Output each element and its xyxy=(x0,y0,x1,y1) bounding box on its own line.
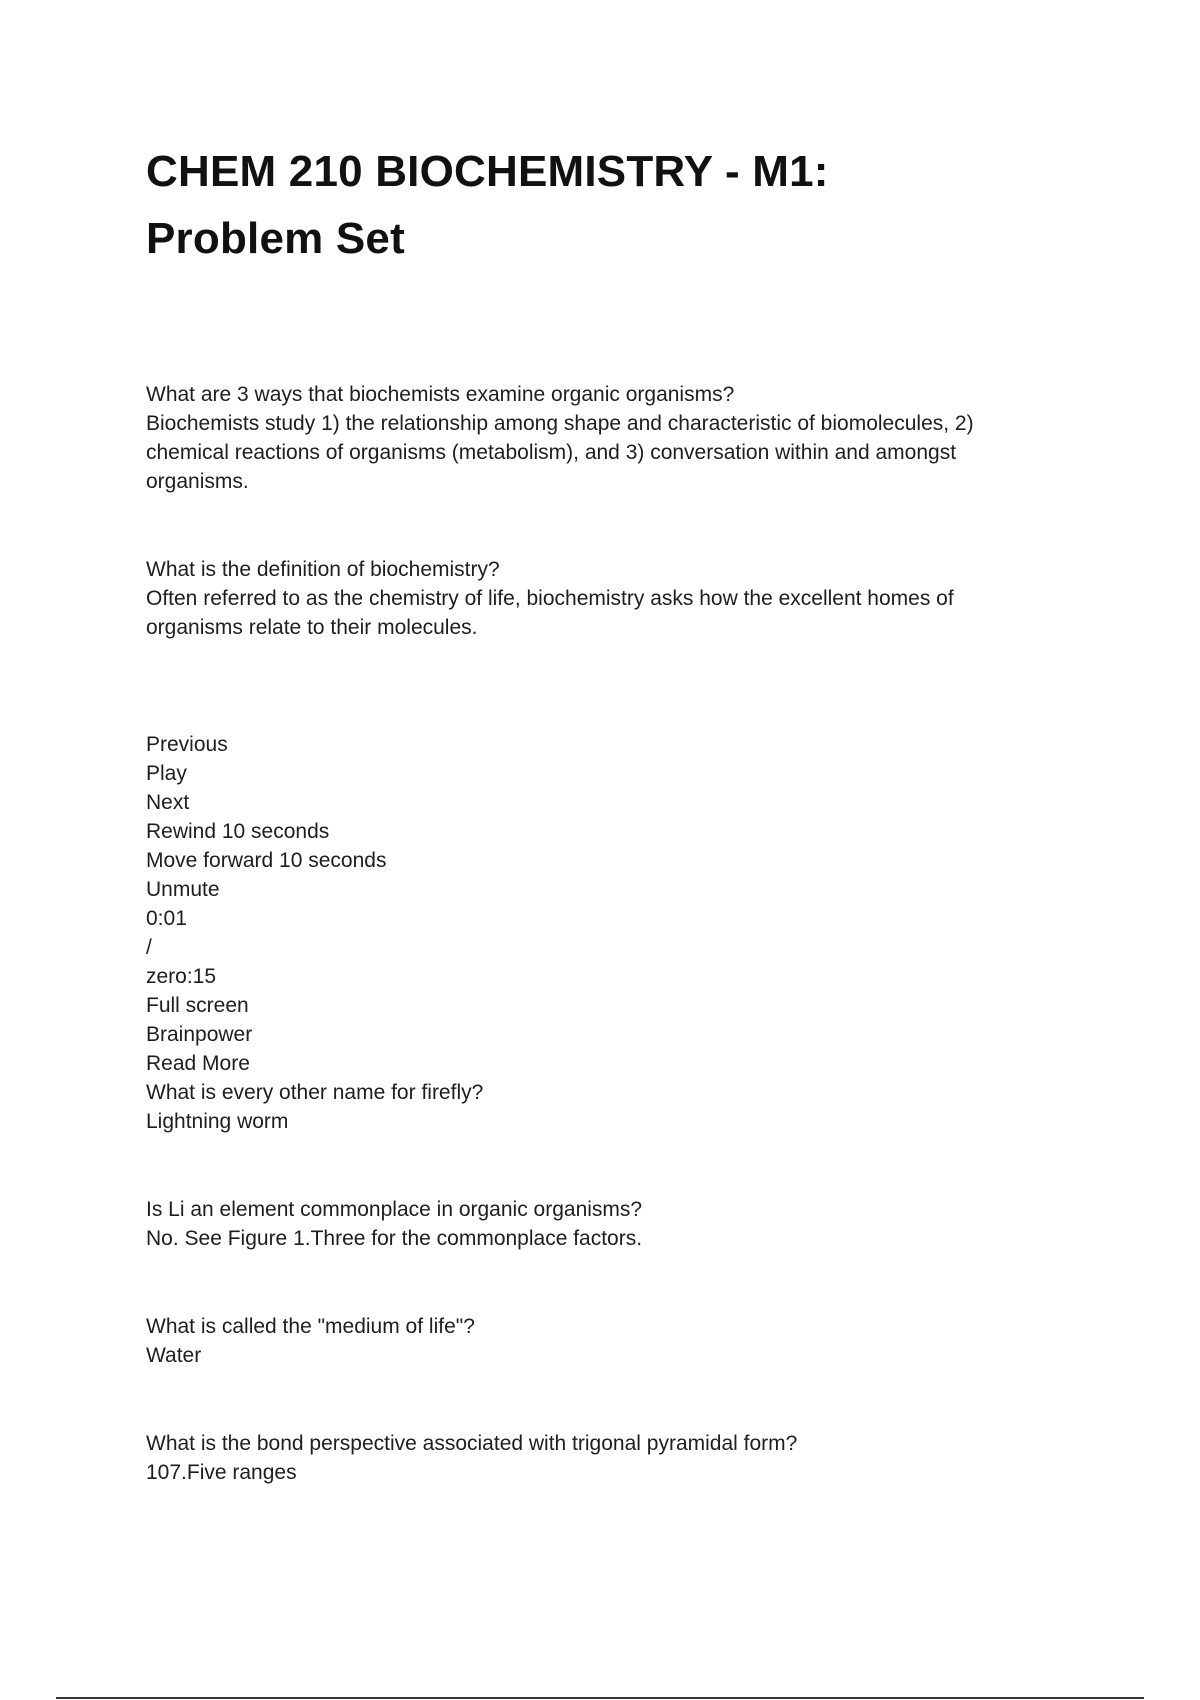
answer-text: 107.Five ranges xyxy=(146,1461,297,1484)
read-more-link[interactable]: Read More xyxy=(146,1052,250,1075)
question-text: What is the bond perspective associated with trigonal pyramidal form? xyxy=(146,1432,798,1455)
qa-item-ways-biochemists-examine xyxy=(146,380,1046,496)
answer-text-line: Often referred to as the chemistry of life, biochemistry asks how the excellent homes of xyxy=(146,587,954,610)
answer-text-line: chemical reactions of organisms (metabolism), and 3) conversation within and amongst xyxy=(146,441,957,464)
brand-label: Brainpower xyxy=(146,1023,253,1046)
answer-text-line: organisms relate to their molecules. xyxy=(146,616,478,639)
qa-item-bond-angle xyxy=(146,1429,1046,1487)
question-text: What is called the "medium of life"? xyxy=(146,1315,475,1338)
answer-text-line: organisms. xyxy=(146,470,249,493)
fullscreen-button[interactable]: Full screen xyxy=(146,994,249,1017)
qa-item-li-element xyxy=(146,1195,1046,1253)
question-text: What is every other name for firefly? xyxy=(146,1081,484,1104)
qa-item-definition-of-biochemistry xyxy=(146,555,1046,642)
rewind-button[interactable]: Rewind 10 seconds xyxy=(146,820,330,843)
answer-text: Lightning worm xyxy=(146,1110,289,1133)
question-text: What is the definition of biochemistry? xyxy=(146,558,500,581)
page-title xyxy=(146,138,1046,272)
page-title-line-1: CHEM 210 BIOCHEMISTRY - M1: xyxy=(146,147,829,196)
answer-text-line: Biochemists study 1) the relationship among shape and characteristic of biomolecules, 2) xyxy=(146,412,974,435)
page-bottom-divider xyxy=(56,1697,1144,1699)
question-text: Is Li an element commonplace in organic organisms? xyxy=(146,1198,643,1221)
unmute-button[interactable]: Unmute xyxy=(146,878,220,901)
answer-text: Water xyxy=(146,1344,202,1367)
qa-item-medium-of-life xyxy=(146,1312,1046,1370)
forward-button[interactable]: Move forward 10 seconds xyxy=(146,849,387,872)
document-content xyxy=(146,138,1046,1487)
previous-button[interactable]: Previous xyxy=(146,733,228,756)
question-text: What are 3 ways that biochemists examine organic organisms? xyxy=(146,383,735,406)
next-button[interactable]: Next xyxy=(146,791,190,814)
play-button[interactable]: Play xyxy=(146,762,187,785)
time-separator: / xyxy=(146,936,152,959)
media-player-text xyxy=(146,730,1046,1136)
current-time: 0:01 xyxy=(146,907,187,930)
page-title-line-2: Problem Set xyxy=(146,214,405,263)
duration-time: zero:15 xyxy=(146,965,217,988)
answer-text: No. See Figure 1.Three for the commonplace factors. xyxy=(146,1227,643,1250)
